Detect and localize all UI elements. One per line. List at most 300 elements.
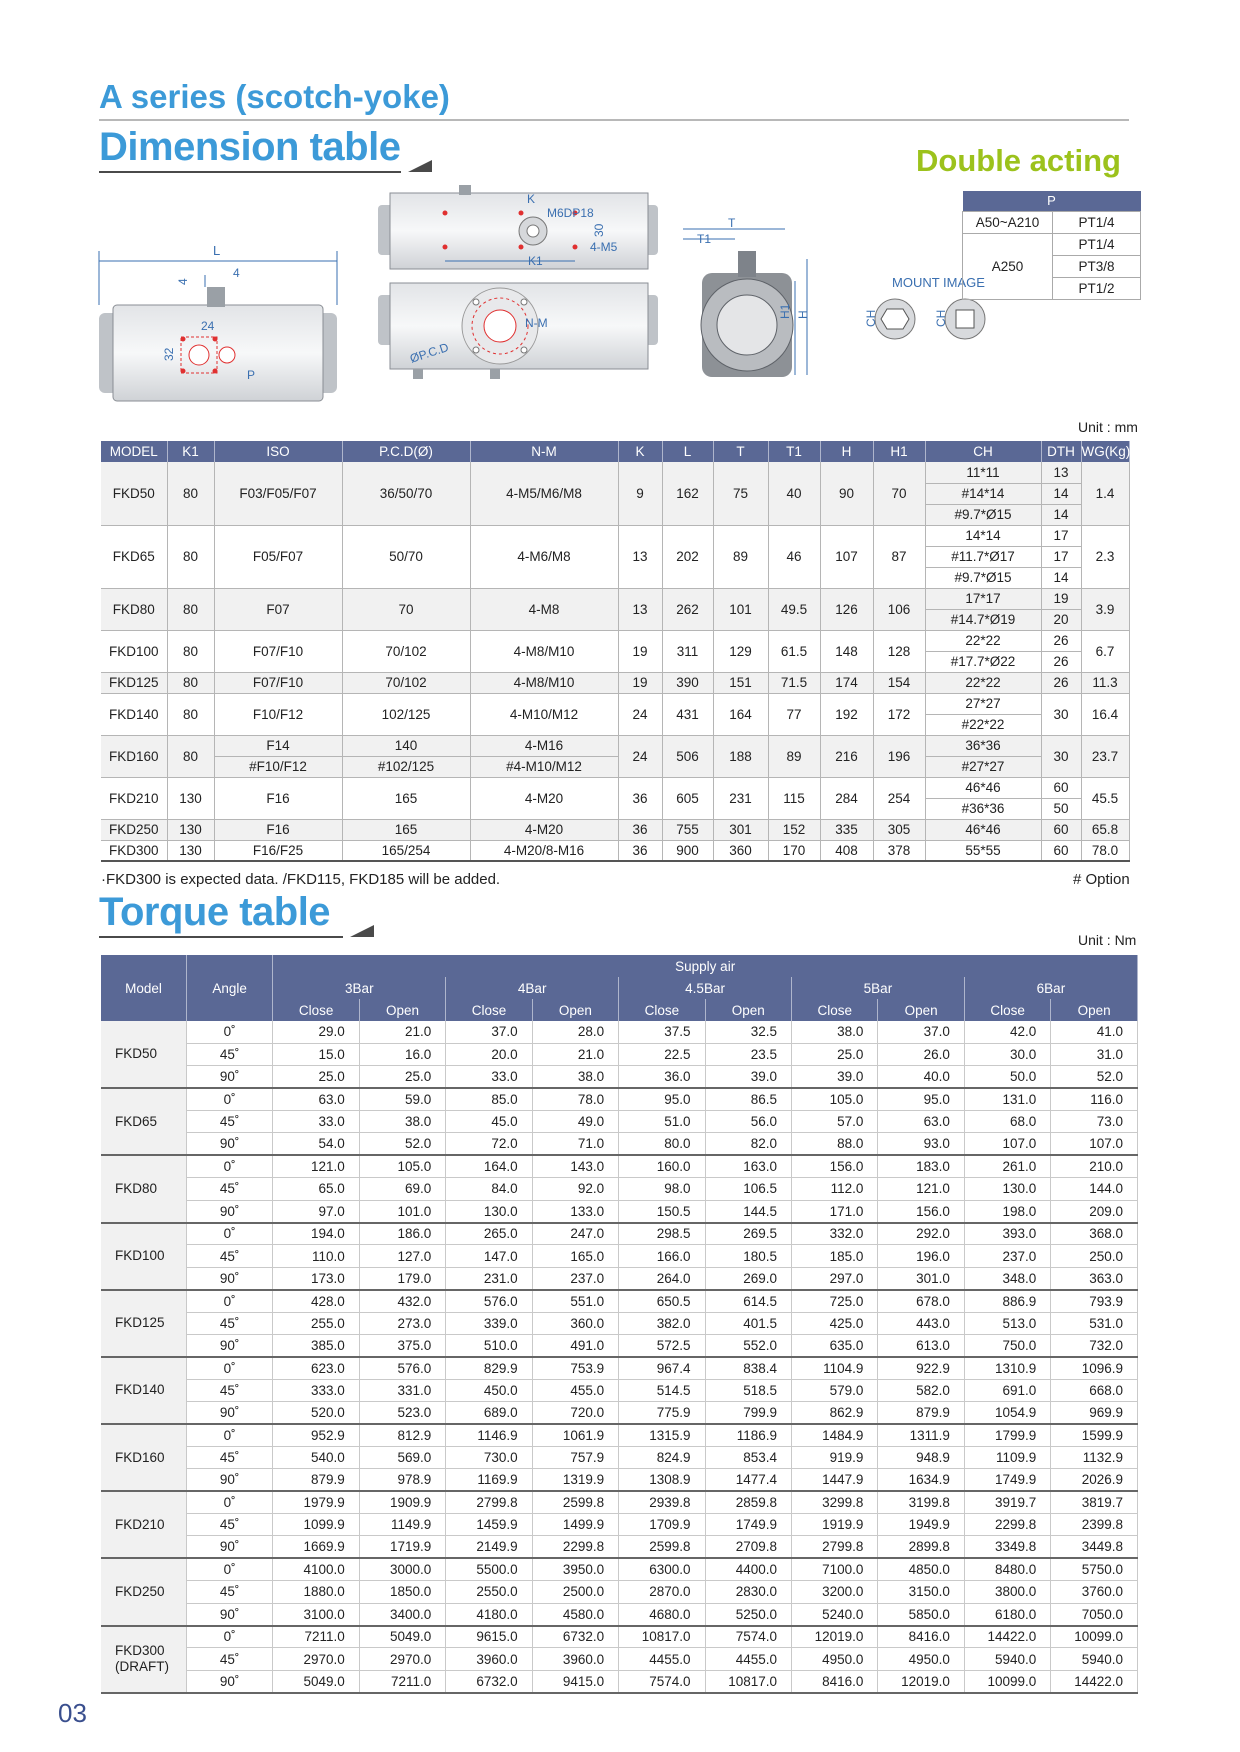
torque-value-cell: 26.0	[878, 1043, 964, 1065]
torque-value-cell: 5049.0	[359, 1626, 445, 1648]
torque-value-cell: 237.0	[964, 1245, 1050, 1267]
dim-cell-h1: 196	[873, 735, 925, 777]
torque-value-cell: 37.0	[446, 1021, 532, 1043]
torque-row	[101, 1402, 1138, 1424]
torque-value-cell: 824.9	[619, 1446, 705, 1468]
label-mount-image: MOUNT IMAGE	[892, 275, 985, 290]
torque-value-cell: 531.0	[1051, 1312, 1138, 1334]
torque-value-cell: 292.0	[878, 1223, 964, 1245]
torque-value-cell: 80.0	[619, 1133, 705, 1155]
col-header-open: Open	[359, 999, 445, 1021]
torque-value-cell: 231.0	[446, 1267, 532, 1289]
dim-cell-t: 188	[713, 735, 768, 777]
col-header-close: Close	[273, 999, 359, 1021]
label-T1: T1	[697, 232, 712, 246]
dim-cell-k1: 130	[167, 777, 214, 819]
torque-value-cell: 2939.8	[619, 1491, 705, 1513]
torque-value-cell: 725.0	[792, 1290, 878, 1312]
col-header-close: Close	[619, 999, 705, 1021]
dim-cell-t1: 170	[768, 840, 820, 861]
dim-cell-ch: 27*27	[925, 693, 1041, 714]
dim-cell-ch: #9.7*Ø15	[925, 504, 1041, 525]
dimension-row	[101, 462, 1129, 483]
torque-value-cell: 133.0	[532, 1200, 618, 1222]
dim-cell-t1: 77	[768, 693, 820, 735]
dim-cell-wg: 16.4	[1081, 693, 1129, 735]
torque-angle-cell: 45˚	[186, 1446, 272, 1468]
torque-angle-cell: 90˚	[186, 1536, 272, 1558]
torque-row	[101, 1446, 1138, 1468]
torque-value-cell: 107.0	[1051, 1133, 1138, 1155]
bottom-view-drawing	[378, 283, 658, 379]
torque-value-cell: 678.0	[878, 1290, 964, 1312]
torque-value-cell: 33.0	[446, 1066, 532, 1088]
torque-title: Torque table	[99, 890, 331, 934]
dim-cell-dth: 60	[1041, 777, 1081, 798]
torque-value-cell: 518.5	[705, 1379, 791, 1401]
torque-value-cell: 10817.0	[705, 1670, 791, 1692]
torque-value-cell: 368.0	[1051, 1223, 1138, 1245]
torque-value-cell: 1599.9	[1051, 1424, 1138, 1446]
dim-cell-model: FKD160	[101, 735, 167, 777]
torque-value-cell: 2500.0	[532, 1581, 618, 1603]
torque-value-cell: 1109.9	[964, 1446, 1050, 1468]
torque-model-cell: FKD300 (DRAFT)	[101, 1626, 186, 1693]
torque-value-cell: 4850.0	[878, 1558, 964, 1580]
dim-cell-wg: 3.9	[1081, 588, 1129, 630]
dim-cell-model: FKD80	[101, 588, 167, 630]
torque-value-cell: 572.5	[619, 1334, 705, 1356]
torque-value-cell: 301.0	[878, 1267, 964, 1289]
torque-angle-cell: 0˚	[186, 1290, 272, 1312]
torque-value-cell: 3950.0	[532, 1558, 618, 1580]
dim-cell-t1: 40	[768, 462, 820, 525]
torque-value-cell: 116.0	[1051, 1088, 1138, 1110]
torque-value-cell: 166.0	[619, 1245, 705, 1267]
torque-table	[101, 955, 1138, 1694]
torque-value-cell: 2859.8	[705, 1491, 791, 1513]
torque-value-cell: 68.0	[964, 1111, 1050, 1133]
torque-value-cell: 14422.0	[1051, 1670, 1138, 1692]
torque-value-cell: 39.0	[705, 1066, 791, 1088]
torque-angle-cell: 45˚	[186, 1379, 272, 1401]
dim-cell-nm: 4-M20	[470, 777, 618, 819]
label-ch-1: CH	[864, 309, 878, 327]
dim-cell-ch: 55*55	[925, 840, 1041, 861]
divider	[99, 119, 1129, 121]
torque-angle-cell: 0˚	[186, 1155, 272, 1177]
dim-cell-model: FKD210	[101, 777, 167, 819]
dim-cell-wg: 65.8	[1081, 819, 1129, 840]
dim-col-header: L	[662, 441, 713, 462]
dimension-row	[101, 735, 1129, 756]
torque-angle-cell: 90˚	[186, 1133, 272, 1155]
torque-value-cell: 107.0	[964, 1133, 1050, 1155]
torque-value-cell: 7574.0	[705, 1626, 791, 1648]
torque-value-cell: 38.0	[359, 1111, 445, 1133]
torque-value-cell: 144.0	[1051, 1178, 1138, 1200]
col-header-open: Open	[532, 999, 618, 1021]
torque-value-cell: 7211.0	[273, 1626, 359, 1648]
torque-value-cell: 22.5	[619, 1043, 705, 1065]
dim-cell-dth: 20	[1041, 609, 1081, 630]
dim-col-header: P.C.D(Ø)	[342, 441, 470, 462]
torque-value-cell: 183.0	[878, 1155, 964, 1177]
dim-cell-l: 506	[662, 735, 713, 777]
label-nm: N-M	[525, 316, 548, 330]
dim-cell-iso: F05/F07	[214, 525, 342, 588]
torque-value-cell: 1749.9	[705, 1514, 791, 1536]
torque-model-cell: FKD210	[101, 1491, 186, 1558]
torque-value-cell: 5850.0	[878, 1603, 964, 1625]
torque-value-cell: 393.0	[964, 1223, 1050, 1245]
dim-cell-h1: 172	[873, 693, 925, 735]
dim-cell-wg: 6.7	[1081, 630, 1129, 672]
torque-value-cell: 775.9	[619, 1402, 705, 1424]
torque-value-cell: 799.9	[705, 1402, 791, 1424]
unit-nm: Unit : Nm	[1078, 932, 1137, 948]
torque-value-cell: 1949.9	[878, 1514, 964, 1536]
dim-cell-k: 13	[618, 525, 662, 588]
torque-row	[101, 1245, 1138, 1267]
torque-row	[101, 1021, 1138, 1043]
dim-cell-iso: F10/F12	[214, 693, 342, 735]
torque-value-cell: 510.0	[446, 1334, 532, 1356]
dim-col-header: H	[820, 441, 873, 462]
torque-value-cell: 59.0	[359, 1088, 445, 1110]
dim-cell-h1: 378	[873, 840, 925, 861]
dim-cell-ch: 22*22	[925, 630, 1041, 651]
label-4-m5: 4-M5	[590, 240, 618, 254]
dim-cell-t1: 61.5	[768, 630, 820, 672]
torque-value-cell: 1310.9	[964, 1357, 1050, 1379]
torque-value-cell: 2899.8	[878, 1536, 964, 1558]
torque-value-cell: 829.9	[446, 1357, 532, 1379]
torque-value-cell: 1459.9	[446, 1514, 532, 1536]
torque-value-cell: 265.0	[446, 1223, 532, 1245]
dim-cell-k: 19	[618, 672, 662, 693]
dim-cell-pcd: 70	[342, 588, 470, 630]
torque-value-cell: 1169.9	[446, 1469, 532, 1491]
torque-value-cell: 37.0	[878, 1021, 964, 1043]
torque-value-cell: 54.0	[273, 1133, 359, 1155]
dim-cell-ch: #36*36	[925, 798, 1041, 819]
label-k1: K1	[528, 254, 543, 268]
torque-value-cell: 73.0	[1051, 1111, 1138, 1133]
torque-value-cell: 1146.9	[446, 1424, 532, 1446]
torque-angle-cell: 90˚	[186, 1603, 272, 1625]
torque-model-cell: FKD100	[101, 1223, 186, 1290]
torque-value-cell: 5049.0	[273, 1670, 359, 1692]
dimension-row	[101, 525, 1129, 546]
torque-value-cell: 49.0	[532, 1111, 618, 1133]
dim-cell-pcd: 165	[342, 819, 470, 840]
torque-value-cell: 71.0	[532, 1133, 618, 1155]
torque-value-cell: 2149.9	[446, 1536, 532, 1558]
torque-value-cell: 180.5	[705, 1245, 791, 1267]
dim-cell-ch: #17.7*Ø22	[925, 651, 1041, 672]
torque-value-cell: 38.0	[532, 1066, 618, 1088]
torque-row	[101, 1581, 1138, 1603]
dim-col-header: WG(Kg)	[1081, 441, 1129, 462]
torque-value-cell: 425.0	[792, 1312, 878, 1334]
torque-value-cell: 948.9	[878, 1446, 964, 1468]
col-header-pressure: 4.5Bar	[619, 977, 792, 999]
dim-cell-dth: 60	[1041, 840, 1081, 861]
torque-model-cell: FKD250	[101, 1558, 186, 1625]
torque-value-cell: 348.0	[964, 1267, 1050, 1289]
torque-value-cell: 428.0	[273, 1290, 359, 1312]
dim-cell-ch: 36*36	[925, 735, 1041, 756]
torque-value-cell: 1979.9	[273, 1491, 359, 1513]
dim-cell-dth: 30	[1041, 735, 1081, 777]
torque-value-cell: 1099.9	[273, 1514, 359, 1536]
torque-value-cell: 179.0	[359, 1267, 445, 1289]
dim-cell-k1: 130	[167, 819, 214, 840]
torque-value-cell: 613.0	[878, 1334, 964, 1356]
dim-cell-pcd: 36/50/70	[342, 462, 470, 525]
dim-cell-l: 202	[662, 525, 713, 588]
torque-value-cell: 209.0	[1051, 1200, 1138, 1222]
dim-cell-k: 24	[618, 735, 662, 777]
torque-value-cell: 2599.8	[619, 1536, 705, 1558]
end-view-drawing	[683, 216, 810, 377]
torque-value-cell: 127.0	[359, 1245, 445, 1267]
torque-value-cell: 3760.0	[1051, 1581, 1138, 1603]
torque-value-cell: 45.0	[446, 1111, 532, 1133]
dim-cell-dth: 26	[1041, 630, 1081, 651]
dim-cell-wg: 78.0	[1081, 840, 1129, 861]
torque-row	[101, 1648, 1138, 1670]
torque-value-cell: 922.9	[878, 1357, 964, 1379]
dim-cell-ch: #9.7*Ø15	[925, 567, 1041, 588]
torque-value-cell: 3919.7	[964, 1491, 1050, 1513]
torque-value-cell: 1104.9	[792, 1357, 878, 1379]
torque-value-cell: 650.5	[619, 1290, 705, 1312]
dim-col-header: H1	[873, 441, 925, 462]
torque-value-cell: 1319.9	[532, 1469, 618, 1491]
title-arrow-icon	[408, 160, 432, 172]
torque-row	[101, 1670, 1138, 1692]
torque-value-cell: 4455.0	[705, 1648, 791, 1670]
torque-value-cell: 106.5	[705, 1178, 791, 1200]
dim-cell-pcd: 165	[342, 777, 470, 819]
dim-cell-nm: 4-M20	[470, 819, 618, 840]
dim-cell-l: 262	[662, 588, 713, 630]
torque-value-cell: 269.0	[705, 1267, 791, 1289]
dim-cell-model: FKD125	[101, 672, 167, 693]
torque-value-cell: 4580.0	[532, 1603, 618, 1625]
dim-cell-dth: 14	[1041, 567, 1081, 588]
torque-value-cell: 12019.0	[878, 1670, 964, 1692]
dim-cell-nm: 4-M16	[470, 735, 618, 756]
torque-value-cell: 82.0	[705, 1133, 791, 1155]
dim-cell-iso: F07	[214, 588, 342, 630]
torque-value-cell: 691.0	[964, 1379, 1050, 1401]
torque-value-cell: 2799.8	[792, 1536, 878, 1558]
torque-value-cell: 3100.0	[273, 1603, 359, 1625]
torque-value-cell: 455.0	[532, 1379, 618, 1401]
torque-value-cell: 363.0	[1051, 1267, 1138, 1289]
torque-row	[101, 1424, 1138, 1446]
torque-value-cell: 52.0	[1051, 1066, 1138, 1088]
torque-value-cell: 3960.0	[532, 1648, 618, 1670]
side-view-drawing	[99, 243, 337, 401]
dim-cell-model: FKD300	[101, 840, 167, 861]
option-note: # Option	[1073, 871, 1130, 888]
torque-angle-cell: 45˚	[186, 1514, 272, 1536]
torque-value-cell: 2299.8	[964, 1514, 1050, 1536]
torque-value-cell: 160.0	[619, 1155, 705, 1177]
torque-value-cell: 250.0	[1051, 1245, 1138, 1267]
dim-cell-k1: 80	[167, 735, 214, 777]
dim-col-header: K	[618, 441, 662, 462]
torque-row	[101, 1290, 1138, 1312]
torque-value-cell: 432.0	[359, 1290, 445, 1312]
torque-value-cell: 12019.0	[792, 1626, 878, 1648]
torque-value-cell: 375.0	[359, 1334, 445, 1356]
torque-value-cell: 732.0	[1051, 1334, 1138, 1356]
dimension-row	[101, 693, 1129, 714]
label-pcd: ØP.C.D	[408, 340, 451, 366]
torque-value-cell: 4180.0	[446, 1603, 532, 1625]
torque-value-cell: 92.0	[532, 1178, 618, 1200]
torque-value-cell: 720.0	[532, 1402, 618, 1424]
dim-cell-model: FKD50	[101, 462, 167, 525]
torque-value-cell: 1909.9	[359, 1491, 445, 1513]
torque-model-cell: FKD80	[101, 1155, 186, 1222]
torque-value-cell: 689.0	[446, 1402, 532, 1424]
torque-angle-cell: 90˚	[186, 1066, 272, 1088]
torque-value-cell: 3199.8	[878, 1491, 964, 1513]
torque-row	[101, 1043, 1138, 1065]
dim-cell-k: 24	[618, 693, 662, 735]
dim-cell-k: 36	[618, 840, 662, 861]
torque-value-cell: 969.9	[1051, 1402, 1138, 1424]
torque-value-cell: 21.0	[359, 1021, 445, 1043]
dim-cell-ch: 46*46	[925, 777, 1041, 798]
torque-value-cell: 264.0	[619, 1267, 705, 1289]
torque-value-cell: 5250.0	[705, 1603, 791, 1625]
torque-value-cell: 30.0	[964, 1043, 1050, 1065]
dim-cell-h1: 87	[873, 525, 925, 588]
port-table	[962, 191, 1141, 300]
dim-col-header: N-M	[470, 441, 618, 462]
torque-value-cell: 42.0	[964, 1021, 1050, 1043]
torque-value-cell: 98.0	[619, 1178, 705, 1200]
dim-cell-h: 174	[820, 672, 873, 693]
torque-value-cell: 514.5	[619, 1379, 705, 1401]
dim-cell-k: 19	[618, 630, 662, 672]
port-header: P	[963, 191, 1141, 211]
dim-cell-ch: #27*27	[925, 756, 1041, 777]
torque-value-cell: 25.0	[792, 1043, 878, 1065]
port-model: A250	[963, 233, 1053, 299]
dim-cell-h1: 254	[873, 777, 925, 819]
torque-value-cell: 812.9	[359, 1424, 445, 1446]
torque-value-cell: 4100.0	[273, 1558, 359, 1580]
dim-cell-l: 605	[662, 777, 713, 819]
torque-value-cell: 40.0	[878, 1066, 964, 1088]
col-header-open: Open	[878, 999, 964, 1021]
torque-value-cell: 23.5	[705, 1043, 791, 1065]
dimension-row	[101, 630, 1129, 651]
torque-value-cell: 3819.7	[1051, 1491, 1138, 1513]
torque-value-cell: 69.0	[359, 1178, 445, 1200]
torque-model-cell: FKD125	[101, 1290, 186, 1357]
torque-value-cell: 3000.0	[359, 1558, 445, 1580]
dim-cell-k1: 80	[167, 588, 214, 630]
torque-value-cell: 121.0	[878, 1178, 964, 1200]
dim-cell-k: 13	[618, 588, 662, 630]
dim-cell-wg: 23.7	[1081, 735, 1129, 777]
dim-cell-pcd: 140	[342, 735, 470, 756]
torque-value-cell: 3150.0	[878, 1581, 964, 1603]
unit-mm: Unit : mm	[1078, 419, 1138, 435]
port-model: A50~A210	[963, 211, 1053, 233]
torque-value-cell: 247.0	[532, 1223, 618, 1245]
torque-value-cell: 21.0	[532, 1043, 618, 1065]
torque-value-cell: 4950.0	[792, 1648, 878, 1670]
torque-value-cell: 952.9	[273, 1424, 359, 1446]
dim-cell-ch: 46*46	[925, 819, 1041, 840]
torque-value-cell: 635.0	[792, 1334, 878, 1356]
torque-value-cell: 730.0	[446, 1446, 532, 1468]
torque-value-cell: 1132.9	[1051, 1446, 1138, 1468]
torque-angle-cell: 0˚	[186, 1626, 272, 1648]
torque-value-cell: 196.0	[878, 1245, 964, 1267]
dim-cell-t: 129	[713, 630, 768, 672]
torque-value-cell: 1709.9	[619, 1514, 705, 1536]
torque-value-cell: 41.0	[1051, 1021, 1138, 1043]
dim-cell-dth: 14	[1041, 483, 1081, 504]
torque-value-cell: 95.0	[619, 1088, 705, 1110]
dim-cell-t: 231	[713, 777, 768, 819]
label-H: H	[796, 310, 810, 319]
torque-value-cell: 97.0	[273, 1200, 359, 1222]
dim-cell-ch: 14*14	[925, 525, 1041, 546]
torque-value-cell: 967.4	[619, 1357, 705, 1379]
dim-cell-nm: 4-M6/M8	[470, 525, 618, 588]
torque-value-cell: 582.0	[878, 1379, 964, 1401]
torque-value-cell: 3200.0	[792, 1581, 878, 1603]
dim-cell-dth: 19	[1041, 588, 1081, 609]
dim-cell-nm: 4-M10/M12	[470, 693, 618, 735]
torque-value-cell: 793.9	[1051, 1290, 1138, 1312]
torque-value-cell: 144.5	[705, 1200, 791, 1222]
torque-value-cell: 101.0	[359, 1200, 445, 1222]
dimension-row	[101, 777, 1129, 798]
torque-value-cell: 65.0	[273, 1178, 359, 1200]
torque-value-cell: 86.5	[705, 1088, 791, 1110]
port-value: PT1/4	[1053, 211, 1141, 233]
torque-value-cell: 1447.9	[792, 1469, 878, 1491]
torque-value-cell: 50.0	[964, 1066, 1050, 1088]
torque-value-cell: 1669.9	[273, 1536, 359, 1558]
torque-value-cell: 551.0	[532, 1290, 618, 1312]
dim-cell-nm: 4-M5/M6/M8	[470, 462, 618, 525]
col-header-close: Close	[964, 999, 1050, 1021]
torque-value-cell: 112.0	[792, 1178, 878, 1200]
torque-angle-cell: 0˚	[186, 1021, 272, 1043]
col-header-pressure: 6Bar	[964, 977, 1137, 999]
torque-angle-cell: 90˚	[186, 1402, 272, 1424]
col-header-model: Model	[101, 955, 186, 1021]
dim-cell-t1: 46	[768, 525, 820, 588]
dim-cell-iso: F14	[214, 735, 342, 756]
torque-value-cell: 156.0	[792, 1155, 878, 1177]
torque-value-cell: 576.0	[446, 1290, 532, 1312]
